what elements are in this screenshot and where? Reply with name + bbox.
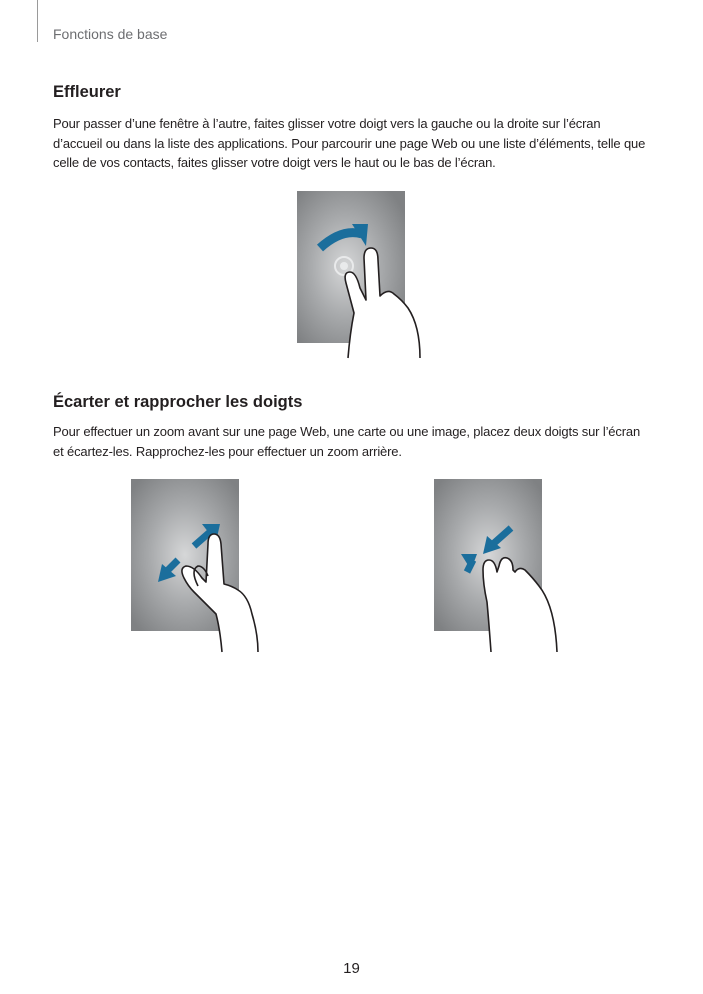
running-header: Fonctions de base [53,26,168,42]
section-title-ecarter: Écarter et rapprocher les doigts [53,393,303,411]
section-body-effleurer: Pour passer d’une fenêtre à l’autre, faites glisser votre doigt vers la gauche ou la droite sur l’écran d’accueil ou dans la liste des applications. Pour parcourir une page Web ou une liste d’éléments, telle que celle de vos contacts, faites glisser votre doigt vers le haut ou le bas de l’écran. [53,116,646,170]
section-body-ecarter: Pour effectuer un zoom avant sur une page Web, une carte ou une image, placez deux doigts sur l’écran et écartez-les. Rapprochez-les pour effectuer un zoom arrière. [53,424,641,459]
pinch-gesture-icon [427,474,577,654]
header-rule [37,0,38,42]
spread-gesture-icon [124,474,274,654]
page-number: 19 [343,960,360,977]
swipe-gesture-icon [290,188,440,363]
section-title-effleurer: Effleurer [53,83,121,101]
